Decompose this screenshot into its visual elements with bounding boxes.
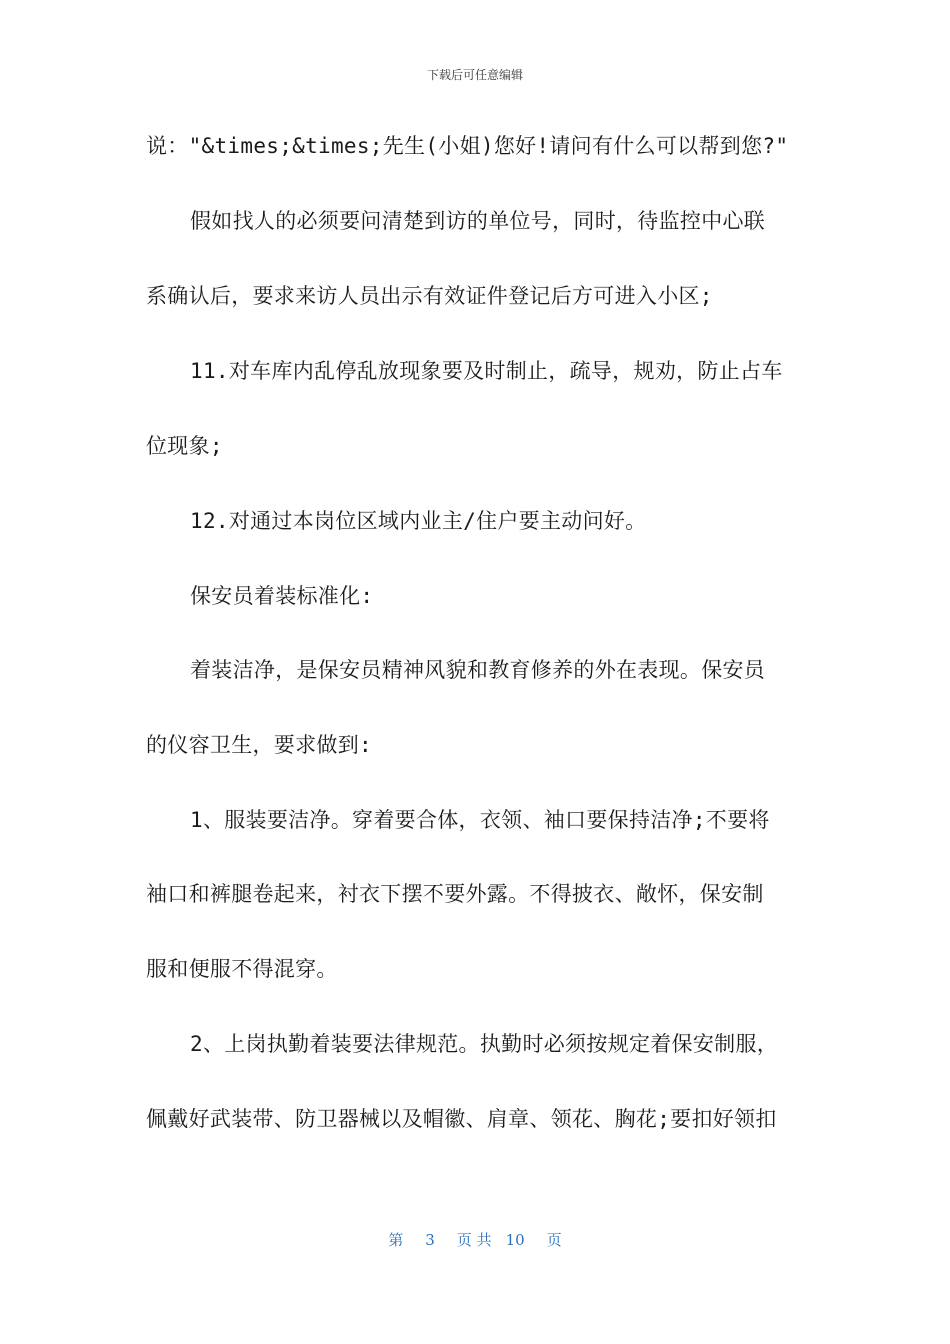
page-footer (0, 1229, 950, 1250)
footer-suffix: 页 (546, 1231, 562, 1249)
footer-prefix: 第 (388, 1231, 404, 1249)
text-line: 佩戴好武装带、防卫器械以及帽徽、肩章、领花、胸花;要扣好领扣 (146, 1107, 777, 1131)
text-line: 说："&times;&times;先生(小姐)您好!请问有什么可以帮到您?" (146, 134, 789, 158)
text-line: 1、服装要洁净。穿着要合体，衣领、袖口要保持洁净;不要将 (190, 808, 770, 832)
text-line: 11.对车库内乱停乱放现象要及时制止，疏导，规劝，防止占车 (190, 359, 783, 383)
text-line: 保安员着装标准化: (190, 584, 374, 608)
text-line: 12.对通过本岗位区域内业主/住户要主动问好。 (190, 509, 647, 533)
footer-total-pages: 10 (505, 1231, 525, 1249)
footer-middle: 页 共 (456, 1231, 492, 1249)
text-line: 着装洁净，是保安员精神风貌和教育修养的外在表现。保安员 (190, 658, 766, 682)
text-line: 2、上岗执勤着装要法律规范。执勤时必须按规定着保安制服， (190, 1032, 779, 1056)
text-line: 服和便服不得混穿。 (146, 957, 338, 981)
page-header: 下载后可任意编辑 (426, 68, 523, 82)
text-line: 袖口和裤腿卷起来，衬衣下摆不要外露。不得披衣、敞怀，保安制 (146, 882, 764, 906)
footer-current-page: 3 (425, 1231, 435, 1249)
text-line: 假如找人的必须要问清楚到访的单位号，同时，待监控中心联 (190, 209, 766, 233)
text-line: 位现象; (146, 434, 223, 458)
text-line: 的仪容卫生，要求做到: (146, 733, 372, 757)
text-line: 系确认后，要求来访人员出示有效证件登记后方可进入小区; (146, 284, 713, 308)
